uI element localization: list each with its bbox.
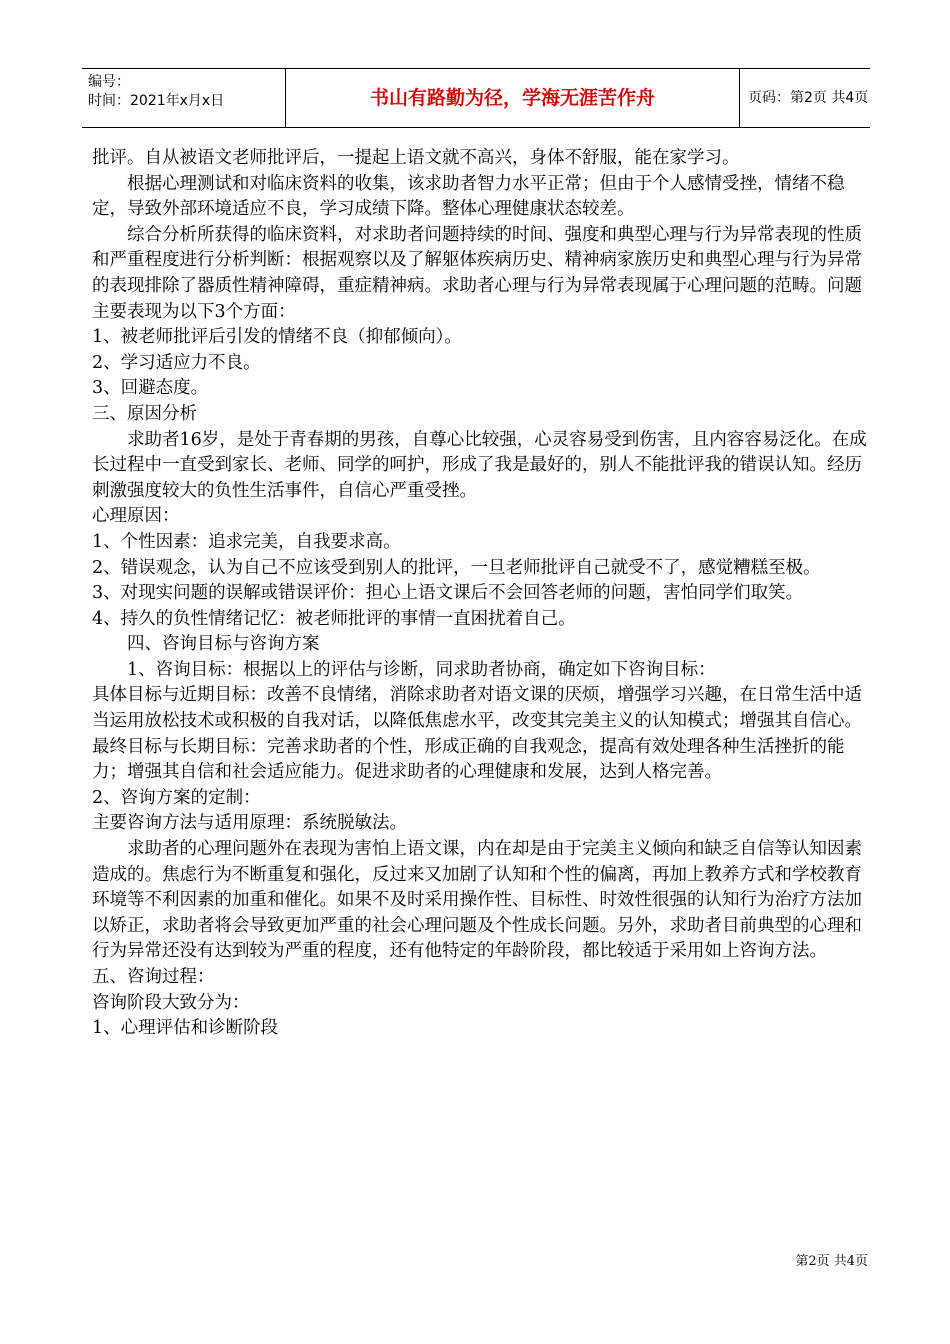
section-heading: 五、咨询过程： (92, 967, 215, 987)
page-header (82, 68, 870, 128)
document-date-label: 时间：2021年x月x日 (88, 93, 225, 109)
header-page-number: 页码：第2页 共4页 (748, 90, 869, 106)
document-body (92, 146, 872, 1042)
document-number-label: 编号： (88, 74, 130, 90)
header-meta (82, 69, 285, 127)
paragraph: 批评。自从被语文老师批评后，一提起上语文就不高兴，身体不舒服，能在家学习。 (92, 148, 740, 168)
header-motto: 书山有路勤为径，学海无涯苦作舟 (285, 69, 740, 127)
paragraph: 最终目标与长期目标：完善求助者的个性，形成正确的自我观念，提高有效处理各种生活挫折的能力；增强其自信和社会适应能力。促进求助者的心理健康和发展，达到人格完善。 (92, 736, 845, 783)
paragraph: 综合分析所获得的临床资料，对求助者问题持续的时间、强度和典型心理与行为异常表现的性质和严重程度进行分析判断：根据观察以及了解躯体疾病历史、精神病家族历史和典型心理与行为异常的表现排除了器质性精神障碍，重症精神病。求助者心理与行为异常表现属于心理问题的范畴。问题主要表现为以下3个方面： (92, 224, 862, 322)
paragraph: 主要咨询方法与适用原理：系统脱敏法。 (92, 813, 407, 834)
list-item: 3、回避态度。 (92, 378, 209, 399)
subheading: 2、咨询方案的定制： (92, 787, 261, 808)
paragraph: 咨询阶段大致分为： (92, 992, 250, 1013)
list-item: 4、持久的负性情绪记忆：被老师批评的事情一直困扰着自己。 (92, 608, 576, 629)
section-heading: 三、原因分析 (92, 403, 197, 424)
section-heading: 四、咨询目标与咨询方案 (127, 634, 320, 655)
list-item: 2、学习适应力不良。 (92, 352, 261, 373)
list-item: 1、心理评估和诊断阶段 (92, 1018, 279, 1039)
paragraph: 根据心理测试和对临床资料的收集，该求助者智力水平正常；但由于个人感情受挫，情绪不稳定，导致外部环境适应不良，学习成绩下降。整体心理健康状态较差。 (92, 173, 845, 220)
paragraph: 求助者的心理问题外在表现为害怕上语文课，内在却是由于完美主义倾向和缺乏自信等认知因素造成的。焦虑行为不断重复和强化，反过来又加剧了认知和个性的偏离，再加上教养方式和学校教育环境等不利因素的加重和催化。如果不及时采用操作性、目标性、时效性很强的认知行为治疗方法加以矫正，求助者将会导致更加严重的社会心理问题及个性成长问题。另外，求助者目前典型的心理和行为异常还没有达到较为严重的程度，还有他特定的年龄阶段，都比较适于采用如上咨询方法。 (92, 839, 862, 962)
paragraph: 具体目标与近期目标：改善不良情绪，消除求助者对语文课的厌烦，增强学习兴趣，在日常生活中适当运用放松技术或积极的自我对话，以降低焦虑水平，改变其完美主义的认知模式；增强其自信心。 (92, 685, 862, 732)
list-item: 1、被老师批评后引发的情绪不良（抑郁倾向）。 (92, 327, 462, 348)
list-item: 1、个性因素：追求完美，自我要求高。 (92, 531, 401, 552)
subheading: 心理原因： (92, 506, 180, 527)
paragraph: 1、咨询目标：根据以上的评估与诊断，同求助者协商，确定如下咨询目标： (127, 659, 716, 680)
paragraph: 求助者16岁，是处于青春期的男孩，自尊心比较强，心灵容易受到伤害，且内容容易泛化。在成长过程中一直受到家长、老师、同学的呵护，形成了我是最好的，别人不能批评我的错误认知。经历刺激强度较大的负性生活事件，自信心严重受挫。 (92, 429, 867, 501)
list-item: 3、对现实问题的误解或错误评价：担心上语文课后不会回答老师的问题，害怕同学们取笑。 (92, 583, 804, 604)
list-item: 2、错误观念，认为自己不应该受到别人的批评，一旦老师批评自己就受不了，感觉糟糕至极。 (92, 557, 821, 578)
page-footer: 第2页 共4页 (795, 1254, 868, 1269)
